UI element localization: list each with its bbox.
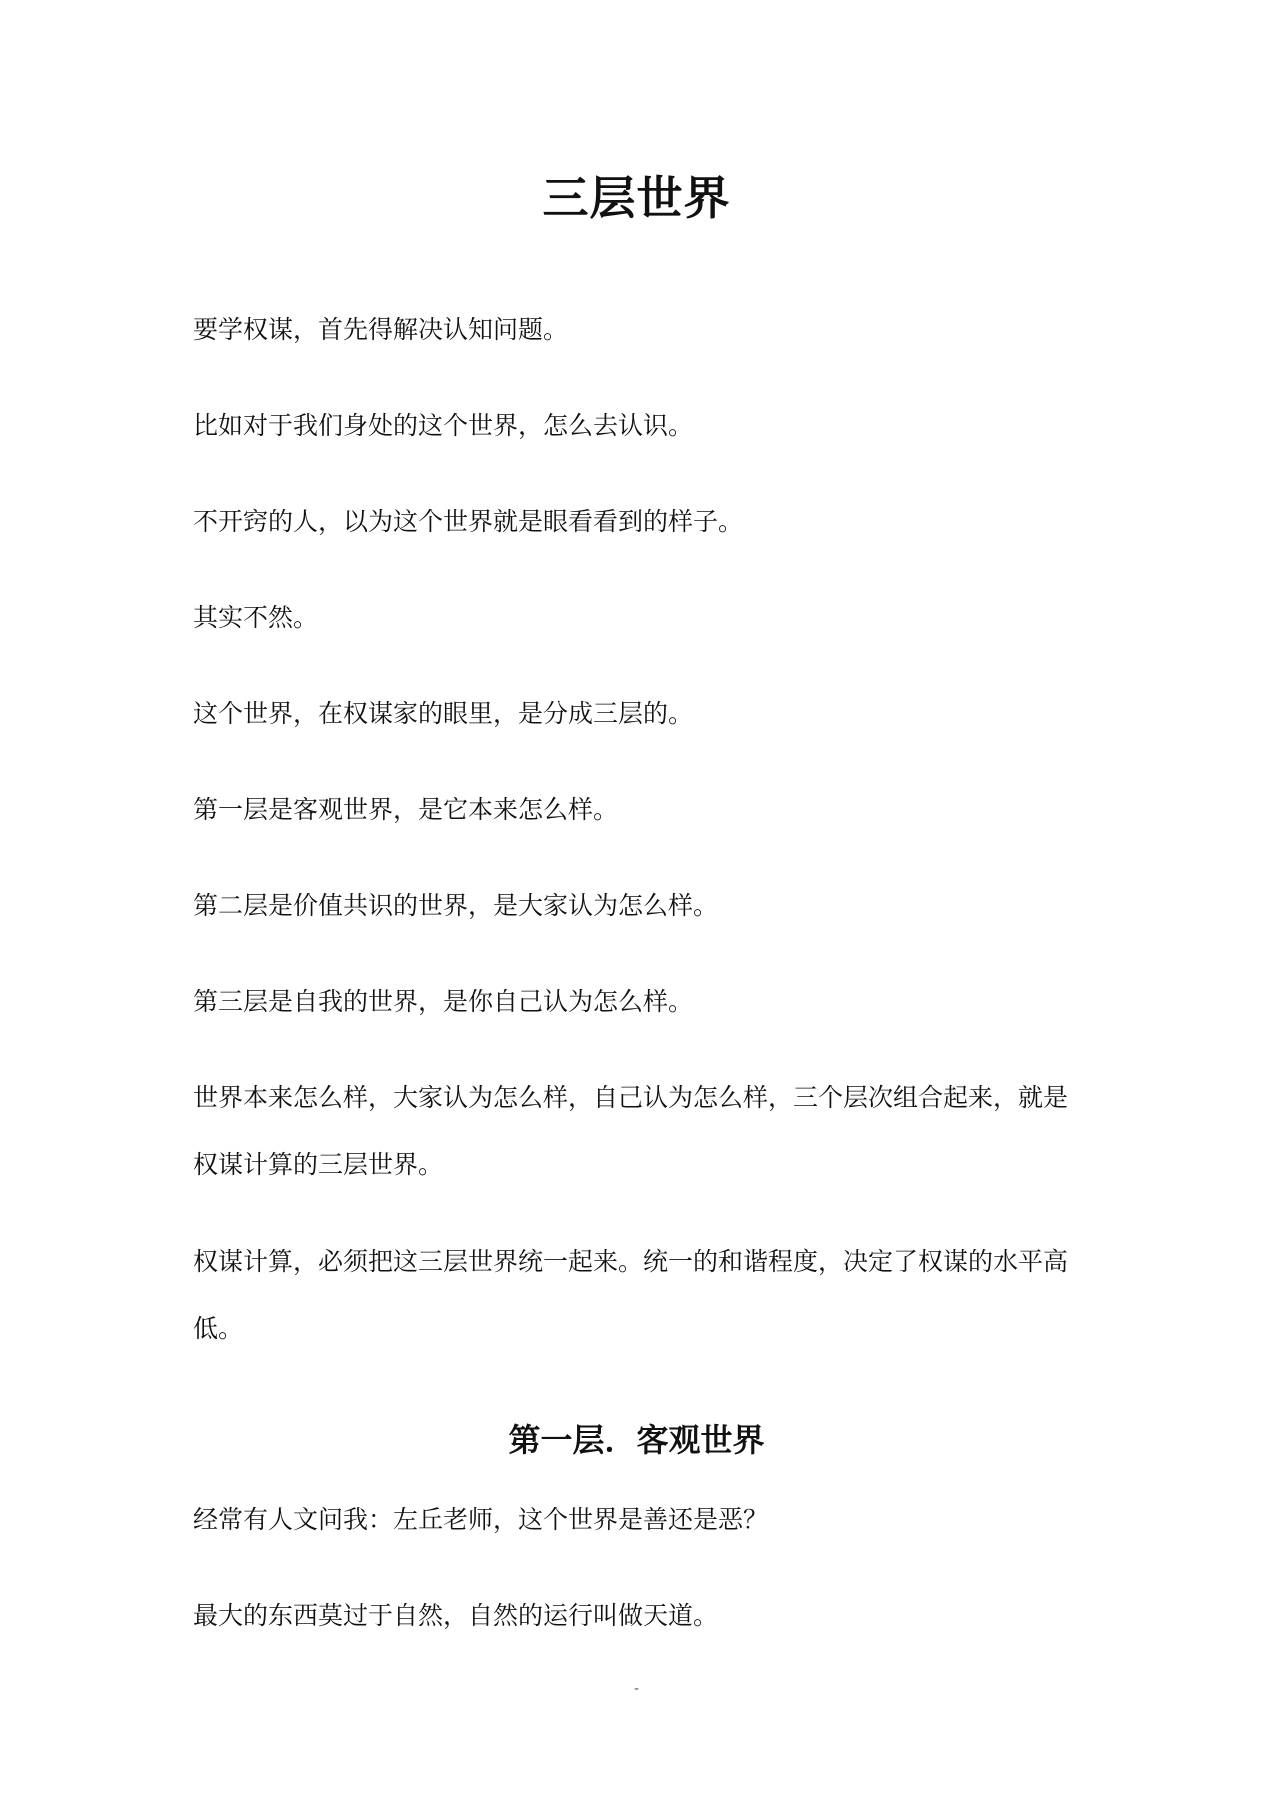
paragraph: 经常有人文问我：左丘老师，这个世界是善还是恶？	[193, 1505, 769, 1534]
paragraph: 其实不然。	[193, 603, 319, 632]
page-number: -	[633, 1681, 640, 1697]
paragraph: 不开窍的人，以为这个世界就是眼看看到的样子。	[193, 507, 744, 536]
paragraph: 世界本来怎么样，大家认为怎么样，自己认为怎么样，三个层次组合起来，就是权谋计算的三层世界。	[193, 1083, 1069, 1179]
paragraph: 这个世界，在权谋家的眼里，是分成三层的。	[193, 699, 694, 728]
document-title: 三层世界	[542, 171, 731, 225]
paragraph: 第一层是客观世界，是它本来怎么样。	[193, 795, 619, 824]
paragraph: 最大的东西莫过于自然，自然的运行叫做天道。	[193, 1601, 719, 1630]
paragraph: 权谋计算，必须把这三层世界统一起来。统一的和谐程度，决定了权谋的水平高低。	[193, 1247, 1069, 1343]
paragraph: 第二层是价值共识的世界，是大家认为怎么样。	[193, 891, 719, 920]
section-heading: 第一层．客观世界	[508, 1421, 765, 1459]
paragraph: 要学权谋，首先得解决认知问题。	[193, 315, 569, 344]
paragraph: 比如对于我们身处的这个世界，怎么去认识。	[193, 411, 694, 440]
paragraph: 第三层是自我的世界，是你自己认为怎么样。	[193, 987, 694, 1016]
